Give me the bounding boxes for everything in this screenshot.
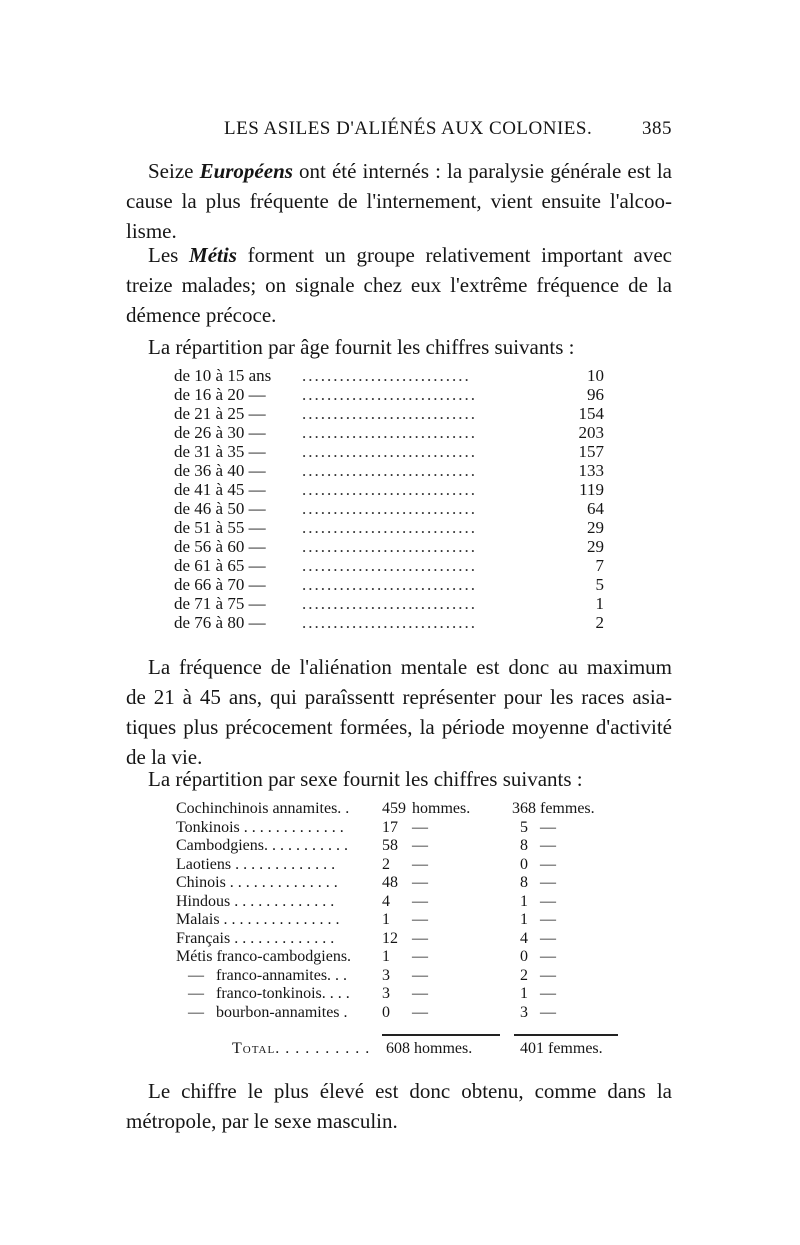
- paragraph-age-intro: [126, 332, 672, 362]
- age-label: de 41 à 45 —: [174, 480, 266, 499]
- age-label: de 66 à 70 —: [174, 575, 266, 594]
- text-line: treize malades; on signale chez eux l'extrême fréquence de la: [126, 273, 672, 297]
- age-value: 5: [595, 575, 604, 594]
- men-count: 12: [382, 929, 398, 947]
- men-count: 58: [382, 837, 398, 854]
- age-label: de 16 à 20 —: [174, 385, 266, 404]
- men-unit: —: [412, 966, 428, 984]
- women-count: 5: [520, 818, 528, 836]
- age-value: 7: [595, 556, 604, 575]
- age-value: 154: [578, 404, 604, 423]
- men-unit: —: [412, 929, 428, 947]
- men-count: 3: [382, 985, 390, 1002]
- text-line: lisme.: [126, 219, 177, 243]
- leader-dots: ...........................: [302, 366, 471, 385]
- age-value: 10: [587, 366, 604, 385]
- women-count: 0: [520, 855, 528, 873]
- age-value: 96: [587, 385, 604, 404]
- paragraph-conclusion: [126, 1076, 672, 1136]
- age-label: de 76 à 80 —: [174, 613, 266, 632]
- text-line: tiques plus précocement formées, la période moyenne d'activité: [126, 715, 672, 739]
- sex-row: [176, 837, 626, 856]
- men-unit: —: [412, 892, 428, 910]
- women-count: 8: [520, 837, 528, 854]
- age-row: [174, 423, 614, 442]
- women-unit: —: [540, 985, 556, 1002]
- sex-row: [176, 985, 626, 1004]
- text-line: Le chiffre le plus élevé est donc obtenu, comme dans la: [148, 1079, 672, 1103]
- leader-dots: ............................: [302, 556, 477, 575]
- age-value: 2: [595, 613, 604, 632]
- age-value: 157: [578, 442, 604, 461]
- men-count: 4: [382, 892, 390, 910]
- women-unit: —: [540, 948, 556, 965]
- paragraph-frequence: [126, 652, 672, 772]
- total-rule-women: [514, 1034, 618, 1036]
- running-header: [224, 118, 670, 144]
- text-line: Les Métis forment un groupe relativement important avec: [148, 243, 672, 267]
- sex-row: [176, 1004, 626, 1023]
- paragraph-metis: [126, 240, 672, 330]
- sex-row: [176, 893, 626, 912]
- total-rule-men: [382, 1034, 500, 1036]
- leader-dots: ............................: [302, 461, 477, 480]
- age-label: de 46 à 50 —: [174, 499, 266, 518]
- men-unit: —: [412, 911, 428, 928]
- men-count: 17: [382, 818, 398, 836]
- leader-dots: ............................: [302, 480, 477, 499]
- paragraph-europeens: [126, 156, 672, 246]
- women-count: 368: [512, 800, 536, 817]
- age-distribution-table: [174, 366, 614, 632]
- men-count: 1: [382, 911, 390, 928]
- men-count: 459: [382, 800, 406, 817]
- women-unit: —: [540, 929, 556, 947]
- text-line: La fréquence de l'aliénation mentale est donc au maximum: [148, 655, 672, 679]
- men-unit: —: [412, 837, 428, 854]
- sex-row: [176, 856, 626, 875]
- nationality-label: Chinois . . . . . . . . . . . . . .: [176, 874, 338, 891]
- age-value: 1: [595, 594, 604, 613]
- nationality-label: Métis franco-cambodgiens.: [176, 948, 352, 965]
- age-row: [174, 366, 614, 385]
- women-count: 2: [520, 966, 528, 984]
- total-men: 608 hommes.: [386, 1040, 473, 1057]
- age-row: [174, 613, 614, 632]
- women-count: 8: [520, 874, 528, 891]
- women-unit: —: [540, 892, 556, 910]
- text-line: Seize Européens ont été internés : la paralysie générale est la: [148, 159, 672, 183]
- men-unit: —: [412, 818, 428, 836]
- age-value: 64: [587, 499, 604, 518]
- nationality-label: Tonkinois . . . . . . . . . . . . .: [176, 818, 344, 836]
- age-label: de 56 à 60 —: [174, 537, 266, 556]
- nationality-label: Français . . . . . . . . . . . . .: [176, 929, 335, 947]
- sex-row: [176, 948, 626, 967]
- age-row: [174, 518, 614, 537]
- women-count: 1: [520, 911, 528, 928]
- age-label: de 10 à 15 ans: [174, 366, 272, 385]
- age-row: [174, 556, 614, 575]
- page-number: 385: [642, 118, 672, 139]
- sex-distribution-table: [176, 800, 626, 1022]
- italic-term: Métis: [189, 243, 237, 267]
- men-unit: —: [412, 948, 428, 965]
- age-label: de 71 à 75 —: [174, 594, 266, 613]
- women-count: 1: [520, 892, 528, 910]
- nationality-label: Cochinchinois annamites. .: [176, 800, 350, 817]
- men-count: 0: [382, 1003, 390, 1021]
- leader-dots: ............................: [302, 613, 477, 632]
- leader-dots: ............................: [302, 575, 477, 594]
- age-label: de 61 à 65 —: [174, 556, 266, 575]
- leader-dots: ............................: [302, 385, 477, 404]
- running-title: LES ASILES D'ALIÉNÉS AUX COLONIES.: [224, 118, 593, 139]
- women-unit: —: [540, 1003, 556, 1021]
- total-row: [176, 1040, 626, 1060]
- age-value: 29: [587, 537, 604, 556]
- text-line: cause la plus fréquente de l'internement, vient ensuite l'alcoo-: [126, 189, 672, 213]
- age-row: [174, 461, 614, 480]
- women-unit: —: [540, 818, 556, 836]
- sex-row: [176, 967, 626, 986]
- leader-dots: ............................: [302, 404, 477, 423]
- age-label: de 26 à 30 —: [174, 423, 266, 442]
- sex-row: [176, 819, 626, 838]
- women-unit: —: [540, 911, 556, 928]
- men-unit: —: [412, 1003, 428, 1021]
- nationality-label: Laotiens . . . . . . . . . . . . .: [176, 855, 336, 873]
- age-value: 119: [579, 480, 604, 499]
- text-line: de 21 à 45 ans, qui paraîssentt représenter pour les races asia-: [126, 685, 672, 709]
- men-count: 1: [382, 948, 390, 965]
- leader-dots: ............................: [302, 499, 477, 518]
- women-count: 4: [520, 929, 528, 947]
- nationality-label: — franco-tonkinois. . . .: [176, 985, 350, 1002]
- nationality-label: Cambodgiens. . . . . . . . . . .: [176, 837, 348, 854]
- men-unit: —: [412, 985, 428, 1002]
- women-count: 1: [520, 985, 528, 1002]
- age-row: [174, 499, 614, 518]
- age-row: [174, 385, 614, 404]
- sex-row: [176, 874, 626, 893]
- leader-dots: ............................: [302, 537, 477, 556]
- nationality-label: Hindous . . . . . . . . . . . . .: [176, 892, 335, 910]
- text-line: de la vie.: [126, 745, 203, 769]
- age-value: 133: [578, 461, 604, 480]
- leader-dots: ............................: [302, 594, 477, 613]
- nationality-label: — franco-annamites. . .: [176, 966, 348, 984]
- men-unit: —: [412, 855, 428, 873]
- age-label: de 31 à 35 —: [174, 442, 266, 461]
- nationality-label: Malais . . . . . . . . . . . . . . .: [176, 911, 340, 928]
- age-value: 29: [587, 518, 604, 537]
- nationality-label: — bourbon-annamites .: [176, 1003, 348, 1021]
- sex-row: [176, 911, 626, 930]
- age-row: [174, 594, 614, 613]
- sex-row: [176, 800, 626, 819]
- men-count: 48: [382, 874, 398, 891]
- text-line: La répartition par âge fournit les chiffres suivants :: [148, 335, 575, 359]
- age-value: 203: [578, 423, 604, 442]
- men-count: 2: [382, 855, 390, 873]
- age-row: [174, 575, 614, 594]
- men-unit: hommes.: [412, 800, 471, 817]
- men-count: 3: [382, 966, 390, 984]
- women-count: 3: [520, 1003, 528, 1021]
- age-label: de 36 à 40 —: [174, 461, 266, 480]
- women-unit: femmes.: [540, 800, 595, 817]
- age-row: [174, 442, 614, 461]
- leader-dots: ............................: [302, 423, 477, 442]
- paragraph-sex-intro: [126, 764, 672, 794]
- age-row: [174, 480, 614, 499]
- text-line: démence précoce.: [126, 303, 277, 327]
- men-unit: —: [412, 874, 428, 891]
- leader-dots: ............................: [302, 442, 477, 461]
- sex-row: [176, 930, 626, 949]
- women-count: 0: [520, 948, 528, 965]
- text-line: métropole, par le sexe masculin.: [126, 1109, 398, 1133]
- women-unit: —: [540, 966, 556, 984]
- age-row: [174, 404, 614, 423]
- age-row: [174, 537, 614, 556]
- women-unit: —: [540, 855, 556, 873]
- italic-term: Européens: [199, 159, 293, 183]
- total-women: 401 femmes.: [520, 1040, 603, 1057]
- text-line: La répartition par sexe fournit les chiffres suivants :: [148, 767, 583, 791]
- women-unit: —: [540, 874, 556, 891]
- age-label: de 51 à 55 —: [174, 518, 266, 537]
- women-unit: —: [540, 837, 556, 854]
- leader-dots: ............................: [302, 518, 477, 537]
- total-label: Total. . . . . . . . . .: [232, 1040, 371, 1057]
- age-label: de 21 à 25 —: [174, 404, 266, 423]
